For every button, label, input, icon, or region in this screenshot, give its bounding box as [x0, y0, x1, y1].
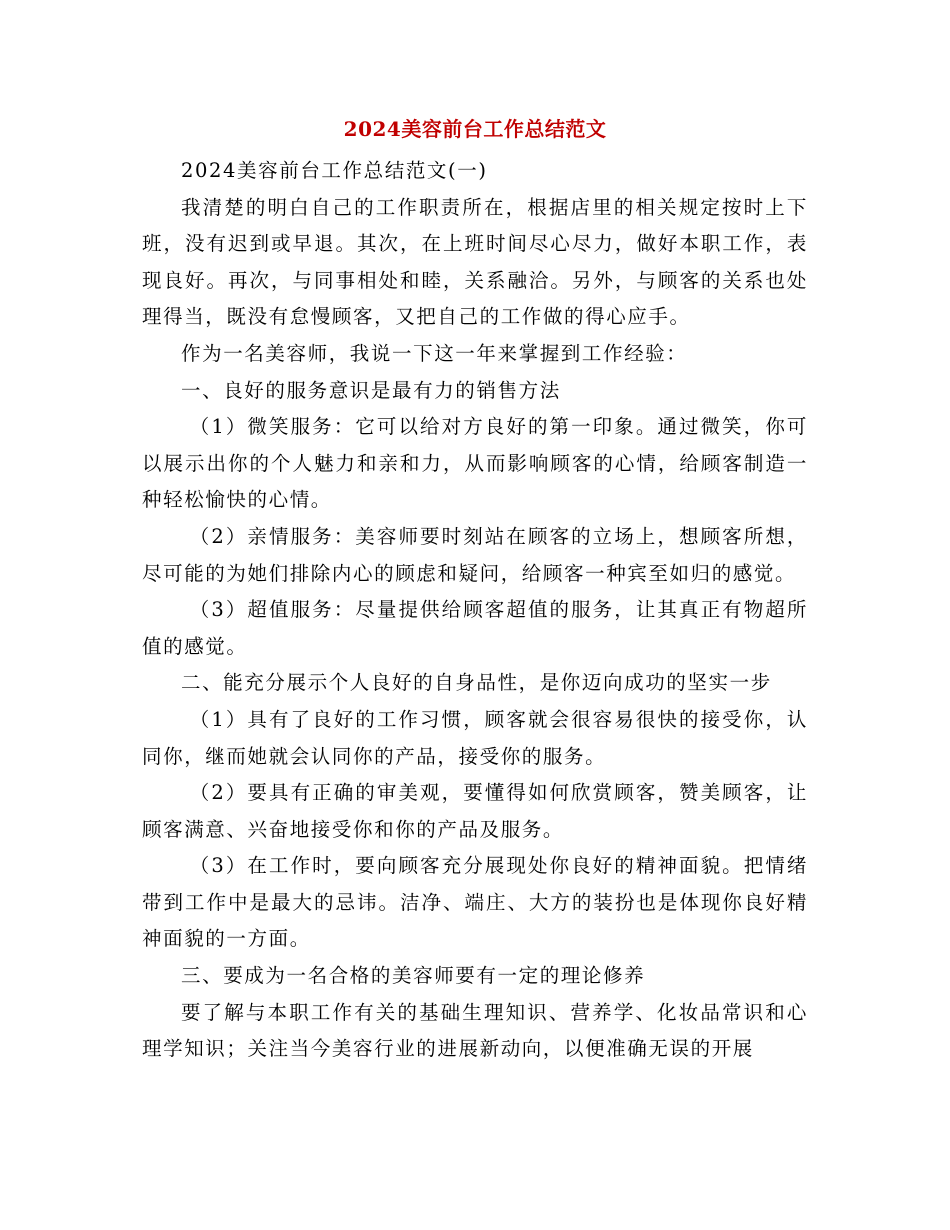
paragraph: 要了解与本职工作有关的基础生理知识、营养学、化妆品常识和心理学知识；关注当今美容行业的进展新动向，以便准确无误的开展 [142, 1000, 808, 1061]
list-item: （2）亲情服务：美容师要时刻站在顾客的立场上，想顾客所想，尽可能的为她们排除内心的顾虑和疑问，给顾客一种宾至如归的感觉。 [142, 524, 808, 585]
document-body [142, 153, 808, 1068]
paragraph: 我清楚的明白自己的工作职责所在，根据店里的相关规定按时上下班，没有迟到或早退。其次，在上班时间尽心尽力，做好本职工作，表现良好。再次，与同事相处和睦，关系融洽。另外，与顾客的关系也处理得当，既没有怠慢顾客，又把自己的工作做的得心应手。 [142, 195, 808, 329]
paragraph: 作为一名美容师，我说一下这一年来掌握到工作经验： [181, 341, 688, 365]
section-heading: 一、良好的服务意识是最有力的销售方法 [181, 378, 561, 402]
list-item: （1）微笑服务：它可以给对方良好的第一印象。通过微笑，你可以展示出你的个人魅力和亲和力，从而影响顾客的心情，给顾客制造一种轻松愉快的心情。 [142, 415, 808, 512]
list-item: （3）在工作时，要向顾客充分展现处你良好的精神面貌。把情绪带到工作中是最大的忌讳。洁净、端庄、大方的装扮也是体现你良好精神面貌的一方面。 [142, 854, 808, 951]
list-item: （2）要具有正确的审美观，要懂得如何欣赏顾客，赞美顾客，让顾客满意、兴奋地接受你和你的产品及服务。 [142, 781, 808, 841]
list-item: （3）超值服务：尽量提供给顾客超值的服务，让其真正有物超所值的感觉。 [142, 598, 808, 658]
section-heading: 三、要成为一名合格的美容师要有一定的理论修养 [181, 964, 646, 988]
section-heading: 2024美容前台工作总结范文(一) [181, 159, 488, 182]
section-heading: 二、能充分展示个人良好的自身品性，是你迈向成功的坚实一步 [181, 671, 772, 695]
list-item: （1）具有了良好的工作习惯，顾客就会很容易很快的接受你，认同你，继而她就会认同你的产品，接受你的服务。 [142, 707, 808, 768]
document-title: 2024美容前台工作总结范文 [343, 117, 607, 141]
